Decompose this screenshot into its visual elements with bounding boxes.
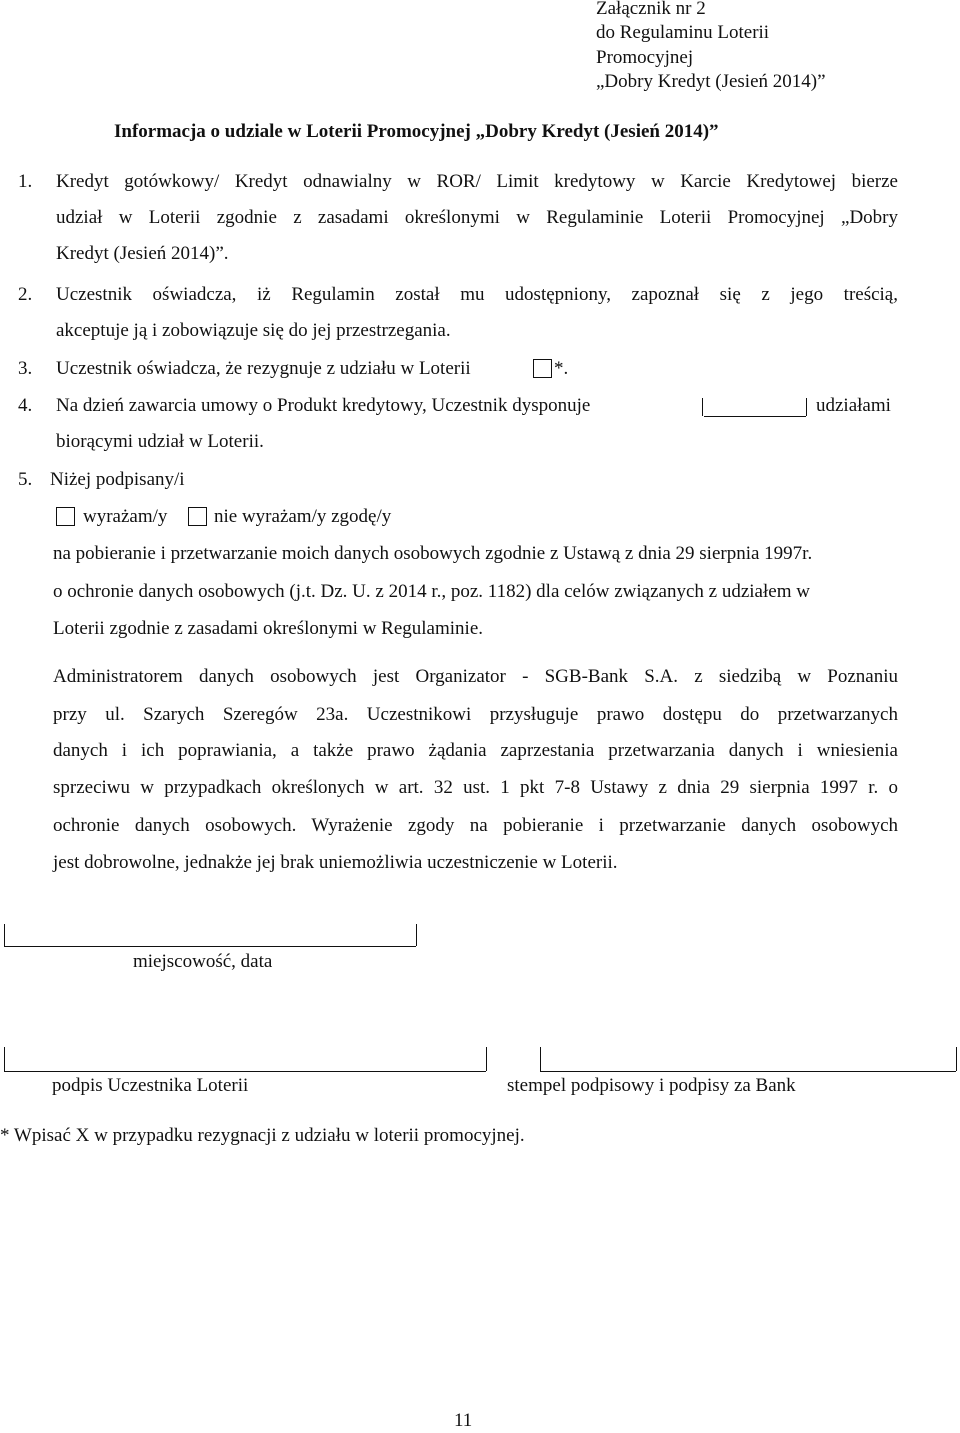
item-4-text: Na dzień zawarcia umowy o Produkt kredytowy, Uczestnik dysponuje [56, 395, 591, 416]
place-date-right-tick [416, 924, 417, 946]
bank-signature-label: stempel podpisowy i podpisy za Bank [507, 1075, 796, 1096]
place-date-left-tick [4, 924, 5, 946]
item-4-line-2: biorącymi udział w Loterii. [56, 431, 264, 452]
header-regulation-line: do Regulaminu Loterii [596, 22, 770, 43]
footnote: * Wpisać X w przypadku rezygnacji z udziału w loterii promocyjnej. [0, 1125, 525, 1146]
bank-sign-left-tick [540, 1047, 541, 1071]
bank-signature-field[interactable] [540, 1071, 956, 1072]
item-3-text: Uczestnik oświadcza, że rezygnuje z udziału w Loterii [56, 358, 471, 379]
participant-sign-left-tick [4, 1047, 5, 1071]
item-5-line-1: Niżej podpisany/i [50, 469, 185, 490]
participant-signature-field[interactable] [4, 1071, 486, 1072]
header-lottery-name-line: „Dobry Kredyt (Jesień 2014)” [596, 71, 826, 92]
item-5-line-3: na pobieranie i przetwarzanie moich danych osobowych zgodnie z Ustawą z dnia 29 sierpnia 1997r. [53, 543, 813, 564]
place-date-label: miejscowość, data [133, 951, 273, 972]
item-1-line-3: Kredyt (Jesień 2014)”. [56, 243, 229, 264]
admin-line-1: Administratorem danych osobowych jest Organizator - SGB-Bank S.A. z siedzibą w Poznaniu [53, 666, 898, 687]
shares-count-field[interactable] [704, 416, 806, 417]
shares-field-right-tick [806, 398, 807, 416]
item-2-line-1: Uczestnik oświadcza, iż Regulamin został mu udostępniony, zapoznał się z jego treścią, [56, 284, 898, 305]
item-1-line-1: Kredyt gotówkowy/ Kredyt odnawialny w ROR/ Limit kredytowy w Karcie Kredytowej bierze [56, 171, 898, 192]
item-2-line-2: akceptuje ją i zobowiązuje się do jej przestrzegania. [56, 320, 451, 341]
admin-line-5: ochronie danych osobowych. Wyrażenie zgody na pobieranie i przetwarzanie danych osobowych [53, 815, 898, 836]
page-number: 11 [454, 1410, 473, 1431]
item-number-2: 2. [18, 284, 33, 305]
consent-no-checkbox[interactable] [188, 507, 207, 526]
shares-field-left-tick [702, 398, 703, 416]
item-number-1: 1. [18, 171, 33, 192]
item-5-line-5: Loterii zgodnie z zasadami określonymi w Regulaminie. [53, 618, 484, 639]
item-3-asterisk: *. [554, 358, 569, 379]
admin-line-2: przy ul. Szarych Szeregów 23a. Uczestnikowi przysługuje prawo dostępu do przetwarzanych [53, 704, 898, 725]
header-promo-line: Promocyjnej [596, 47, 694, 68]
document-title: Informacja o udziale w Loterii Promocyjnej „Dobry Kredyt (Jesień 2014)” [114, 121, 719, 142]
item-number-5: 5. [18, 469, 33, 490]
admin-line-4: sprzeciwu w przypadkach określonych w art. 32 ust. 1 pkt 7-8 Ustawy z dnia 29 sierpnia 1997 r. o [53, 777, 898, 798]
item-number-4: 4. [18, 395, 33, 416]
item-number-3: 3. [18, 358, 33, 379]
consent-yes-checkbox[interactable] [56, 507, 75, 526]
admin-line-3: danych i ich poprawiania, a także prawo żądania zaprzestania przetwarzania danych i wniesienia [53, 740, 898, 761]
resignation-checkbox[interactable] [533, 359, 552, 378]
place-date-field[interactable] [4, 946, 416, 947]
consent-yes-label: wyrażam/y [83, 506, 168, 527]
consent-no-label: nie wyrażam/y zgodę/y [214, 506, 392, 527]
item-4-text-end: udziałami [816, 395, 891, 416]
participant-sign-right-tick [486, 1047, 487, 1071]
item-5-line-4: o ochronie danych osobowych (j.t. Dz. U. z 2014 r., poz. 1182) dla celów związanych z udziałem w [53, 581, 810, 602]
item-1-line-2: udział w Loterii zgodnie z zasadami określonymi w Regulaminie Loterii Promocyjnej „Dobry [56, 207, 898, 228]
bank-sign-right-tick [956, 1047, 957, 1071]
admin-line-6: jest dobrowolne, jednakże jej brak uniemożliwia uczestniczenie w Loterii. [53, 852, 618, 873]
header-attachment-line: Załącznik nr 2 [596, 0, 706, 19]
participant-signature-label: podpis Uczestnika Loterii [52, 1075, 249, 1096]
